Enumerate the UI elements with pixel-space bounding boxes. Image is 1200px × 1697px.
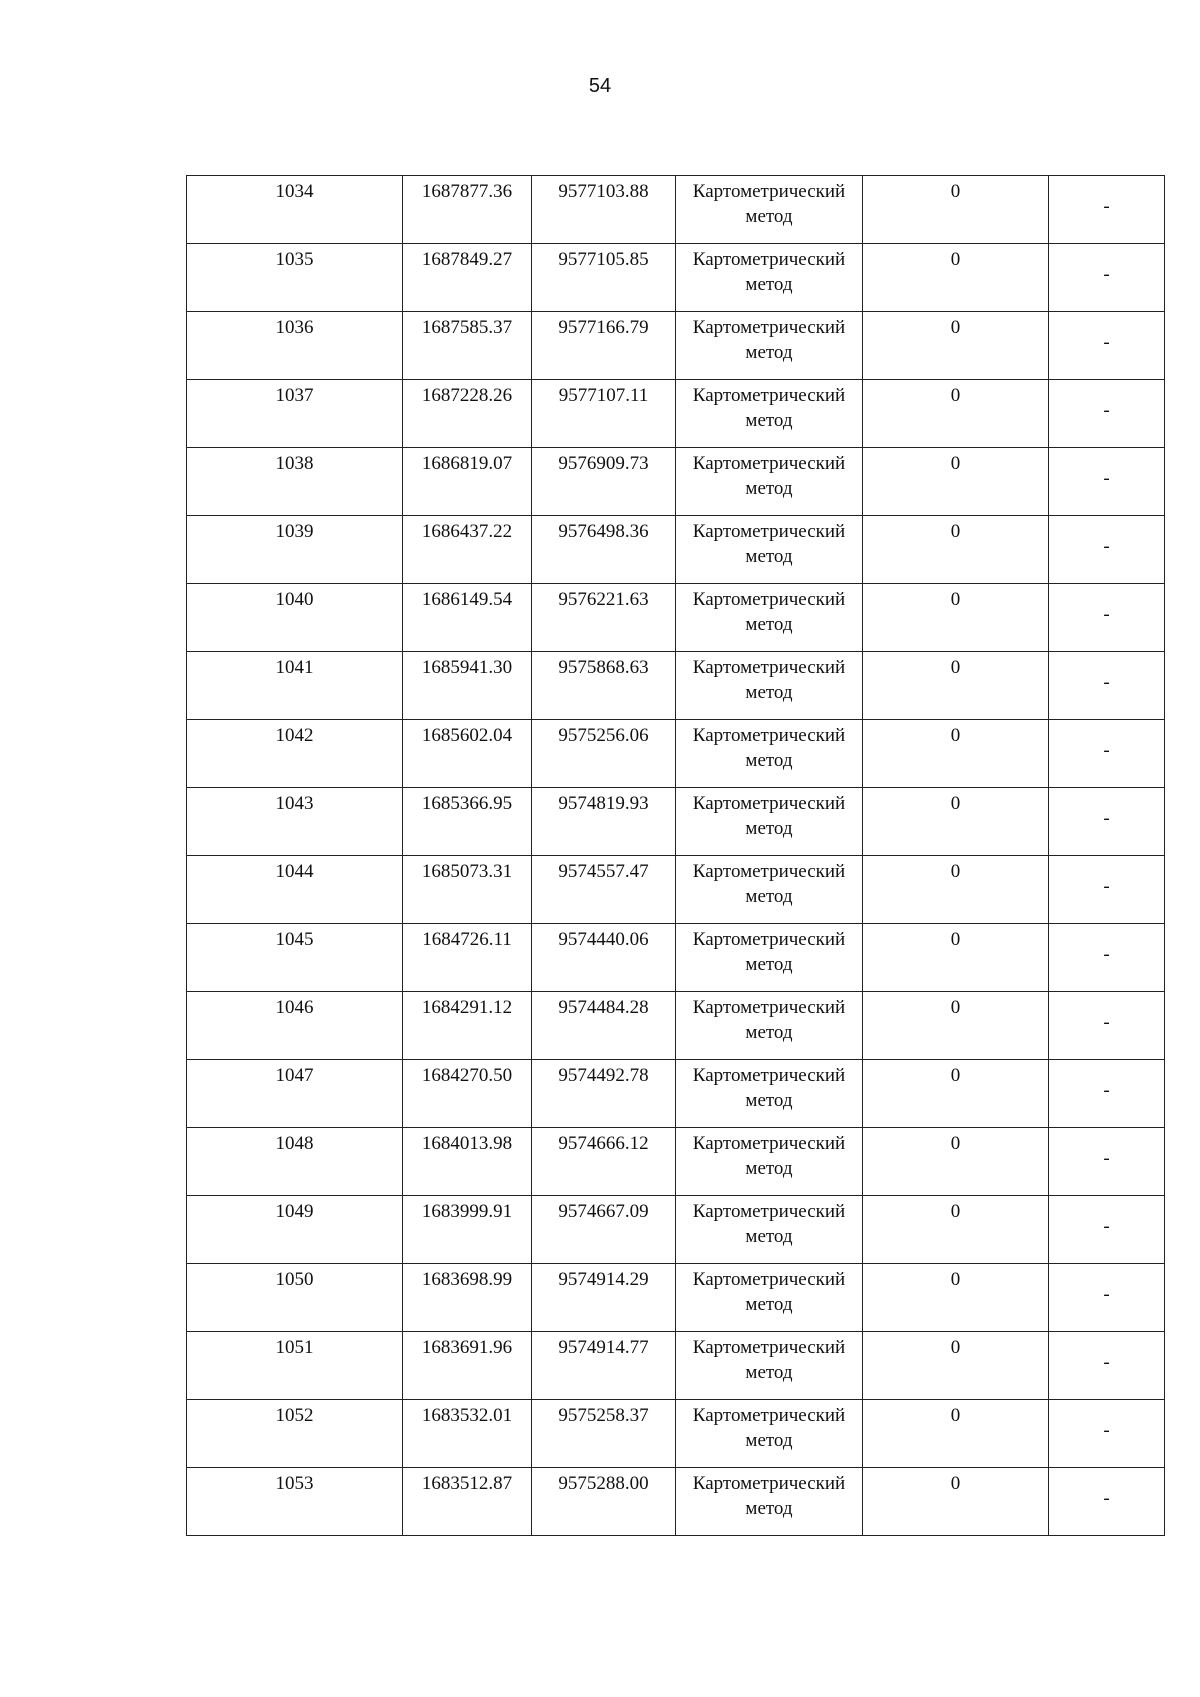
coordinate-y-cell bbox=[532, 1196, 676, 1264]
point-number: 1047 bbox=[275, 1065, 314, 1086]
table-row bbox=[187, 652, 1165, 720]
point-number: 1044 bbox=[275, 861, 314, 882]
description-cell bbox=[1049, 720, 1165, 788]
table-row bbox=[187, 1264, 1165, 1332]
table-row bbox=[187, 244, 1165, 312]
coordinate-y-cell bbox=[532, 1400, 676, 1468]
method: Картометрический метод bbox=[692, 657, 846, 703]
method: Картометрический метод bbox=[692, 1065, 846, 1111]
description-cell bbox=[1049, 312, 1165, 380]
error-value: 0 bbox=[950, 1405, 961, 1426]
point-number-cell bbox=[187, 584, 403, 652]
coordinate-y: 9574557.47 bbox=[558, 861, 649, 882]
description: - bbox=[1103, 468, 1110, 489]
coordinate-x-cell bbox=[403, 1196, 532, 1264]
coordinate-y-cell bbox=[532, 176, 676, 244]
method: Картометрический метод bbox=[692, 861, 846, 907]
description: - bbox=[1103, 672, 1110, 693]
coordinate-x: 1687228.26 bbox=[421, 385, 513, 406]
coordinate-y-cell bbox=[532, 652, 676, 720]
point-number-cell bbox=[187, 1196, 403, 1264]
table-row bbox=[187, 992, 1165, 1060]
method-cell bbox=[676, 1060, 863, 1128]
coordinate-y: 9577105.85 bbox=[558, 249, 649, 270]
method: Картометрический метод bbox=[692, 385, 846, 431]
table-row bbox=[187, 1060, 1165, 1128]
table-row bbox=[187, 584, 1165, 652]
coordinate-x: 1683512.87 bbox=[421, 1473, 513, 1494]
error-cell bbox=[863, 1332, 1049, 1400]
coordinate-y: 9574484.28 bbox=[558, 997, 649, 1018]
coordinate-y: 9577103.88 bbox=[558, 181, 649, 202]
description-cell bbox=[1049, 176, 1165, 244]
error-cell bbox=[863, 244, 1049, 312]
table-row bbox=[187, 1196, 1165, 1264]
table-row bbox=[187, 448, 1165, 516]
description-cell bbox=[1049, 1196, 1165, 1264]
method-cell bbox=[676, 720, 863, 788]
coordinate-x-cell bbox=[403, 244, 532, 312]
coordinate-x-cell bbox=[403, 380, 532, 448]
coordinate-x-cell bbox=[403, 1128, 532, 1196]
coordinate-x: 1683698.99 bbox=[421, 1269, 513, 1290]
coordinate-x: 1684013.98 bbox=[421, 1133, 513, 1154]
table-row bbox=[187, 720, 1165, 788]
description-cell bbox=[1049, 1128, 1165, 1196]
error-cell bbox=[863, 788, 1049, 856]
description: - bbox=[1103, 876, 1110, 897]
coordinate-x-cell bbox=[403, 516, 532, 584]
point-number: 1050 bbox=[275, 1269, 314, 1290]
method: Картометрический метод bbox=[692, 521, 846, 567]
coordinate-x: 1683999.91 bbox=[421, 1201, 513, 1222]
error-value: 0 bbox=[950, 453, 961, 474]
error-cell bbox=[863, 1060, 1049, 1128]
error-value: 0 bbox=[950, 385, 961, 406]
method-cell bbox=[676, 1264, 863, 1332]
error-cell bbox=[863, 584, 1049, 652]
description: - bbox=[1103, 196, 1110, 217]
coordinate-x-cell bbox=[403, 1400, 532, 1468]
method: Картометрический метод bbox=[692, 1269, 846, 1315]
coordinate-x: 1686437.22 bbox=[421, 521, 513, 542]
table-row bbox=[187, 380, 1165, 448]
coordinate-y: 9577107.11 bbox=[558, 385, 649, 406]
coordinate-x-cell bbox=[403, 584, 532, 652]
method-cell bbox=[676, 176, 863, 244]
error-cell bbox=[863, 312, 1049, 380]
description: - bbox=[1103, 1420, 1110, 1441]
coordinate-x: 1687877.36 bbox=[421, 181, 513, 202]
coordinate-y-cell bbox=[532, 380, 676, 448]
method-cell bbox=[676, 788, 863, 856]
coordinate-x: 1684270.50 bbox=[421, 1065, 513, 1086]
coordinate-y: 9574914.29 bbox=[558, 1269, 649, 1290]
point-number-cell bbox=[187, 448, 403, 516]
coordinate-x: 1687585.37 bbox=[421, 317, 513, 338]
coordinate-y: 9577166.79 bbox=[558, 317, 649, 338]
coordinate-y: 9575256.06 bbox=[558, 725, 649, 746]
description-cell bbox=[1049, 380, 1165, 448]
description: - bbox=[1103, 1148, 1110, 1169]
method-cell bbox=[676, 1400, 863, 1468]
point-number: 1045 bbox=[275, 929, 314, 950]
error-value: 0 bbox=[950, 181, 961, 202]
coordinate-y: 9574666.12 bbox=[558, 1133, 649, 1154]
point-number: 1034 bbox=[275, 181, 314, 202]
coordinate-x: 1684726.11 bbox=[422, 929, 512, 950]
method-cell bbox=[676, 924, 863, 992]
table-row bbox=[187, 516, 1165, 584]
coordinate-x: 1683532.01 bbox=[421, 1405, 513, 1426]
method-cell bbox=[676, 516, 863, 584]
table-row bbox=[187, 1468, 1165, 1536]
description-cell bbox=[1049, 652, 1165, 720]
point-number-cell bbox=[187, 1468, 403, 1536]
coordinate-y-cell bbox=[532, 1060, 676, 1128]
error-value: 0 bbox=[950, 929, 961, 950]
method-cell bbox=[676, 1468, 863, 1536]
error-value: 0 bbox=[950, 997, 961, 1018]
error-value: 0 bbox=[950, 657, 961, 678]
coordinate-y-cell bbox=[532, 992, 676, 1060]
coordinate-y: 9575258.37 bbox=[558, 1405, 649, 1426]
coordinate-y-cell bbox=[532, 312, 676, 380]
coordinate-x: 1684291.12 bbox=[421, 997, 513, 1018]
point-number: 1039 bbox=[275, 521, 314, 542]
description-cell bbox=[1049, 1060, 1165, 1128]
description: - bbox=[1103, 1012, 1110, 1033]
method-cell bbox=[676, 312, 863, 380]
error-cell bbox=[863, 720, 1049, 788]
description-cell bbox=[1049, 1332, 1165, 1400]
description-cell bbox=[1049, 856, 1165, 924]
error-cell bbox=[863, 1264, 1049, 1332]
point-number: 1038 bbox=[275, 453, 314, 474]
point-number-cell bbox=[187, 1332, 403, 1400]
error-cell bbox=[863, 924, 1049, 992]
coordinate-y: 9576909.73 bbox=[558, 453, 649, 474]
coordinate-x-cell bbox=[403, 448, 532, 516]
table-row bbox=[187, 1400, 1165, 1468]
method: Картометрический метод bbox=[692, 929, 846, 975]
method: Картометрический метод bbox=[692, 1473, 846, 1519]
coordinate-x-cell bbox=[403, 312, 532, 380]
table-row bbox=[187, 788, 1165, 856]
point-number-cell bbox=[187, 312, 403, 380]
method-cell bbox=[676, 1332, 863, 1400]
method: Картометрический метод bbox=[692, 181, 846, 227]
error-cell bbox=[863, 1128, 1049, 1196]
point-number: 1049 bbox=[275, 1201, 314, 1222]
point-number: 1053 bbox=[275, 1473, 314, 1494]
point-number: 1036 bbox=[275, 317, 314, 338]
error-cell bbox=[863, 380, 1049, 448]
point-number-cell bbox=[187, 1060, 403, 1128]
coordinate-y: 9574819.93 bbox=[558, 793, 649, 814]
coordinate-y-cell bbox=[532, 1128, 676, 1196]
coordinate-x: 1686819.07 bbox=[421, 453, 513, 474]
point-number: 1051 bbox=[275, 1337, 314, 1358]
coordinate-x: 1685073.31 bbox=[421, 861, 513, 882]
description-cell bbox=[1049, 584, 1165, 652]
description-cell bbox=[1049, 992, 1165, 1060]
description-cell bbox=[1049, 924, 1165, 992]
coordinate-x: 1685602.04 bbox=[421, 725, 513, 746]
method: Картометрический метод bbox=[692, 1201, 846, 1247]
coordinate-x: 1687849.27 bbox=[421, 249, 513, 270]
coordinate-x: 1685941.30 bbox=[421, 657, 513, 678]
coordinate-x-cell bbox=[403, 720, 532, 788]
description-cell bbox=[1049, 244, 1165, 312]
point-number-cell bbox=[187, 1128, 403, 1196]
error-value: 0 bbox=[950, 725, 961, 746]
coordinate-x-cell bbox=[403, 992, 532, 1060]
description: - bbox=[1103, 808, 1110, 829]
point-number: 1043 bbox=[275, 793, 314, 814]
point-number: 1048 bbox=[275, 1133, 314, 1154]
method: Картометрический метод bbox=[692, 997, 846, 1043]
method: Картометрический метод bbox=[692, 317, 846, 363]
method-cell bbox=[676, 652, 863, 720]
coordinate-y-cell bbox=[532, 1264, 676, 1332]
error-cell bbox=[863, 1196, 1049, 1264]
method-cell bbox=[676, 856, 863, 924]
table-row bbox=[187, 924, 1165, 992]
description-cell bbox=[1049, 788, 1165, 856]
coordinate-x-cell bbox=[403, 788, 532, 856]
description-cell bbox=[1049, 1264, 1165, 1332]
coordinate-y-cell bbox=[532, 448, 676, 516]
coordinate-x: 1686149.54 bbox=[421, 589, 513, 610]
description: - bbox=[1103, 1080, 1110, 1101]
coordinate-y-cell bbox=[532, 1332, 676, 1400]
coordinate-x-cell bbox=[403, 1264, 532, 1332]
description: - bbox=[1103, 536, 1110, 557]
error-value: 0 bbox=[950, 521, 961, 542]
description: - bbox=[1103, 1284, 1110, 1305]
method: Картометрический метод bbox=[692, 453, 846, 499]
coordinate-y: 9575288.00 bbox=[558, 1473, 649, 1494]
error-value: 0 bbox=[950, 589, 961, 610]
description: - bbox=[1103, 1216, 1110, 1237]
point-number: 1035 bbox=[275, 249, 314, 270]
point-number: 1052 bbox=[275, 1405, 314, 1426]
description: - bbox=[1103, 264, 1110, 285]
point-number-cell bbox=[187, 788, 403, 856]
coordinate-x-cell bbox=[403, 1332, 532, 1400]
page-number: 54 bbox=[588, 75, 612, 97]
coordinate-x: 1685366.95 bbox=[421, 793, 513, 814]
point-number-cell bbox=[187, 992, 403, 1060]
error-cell bbox=[863, 1400, 1049, 1468]
coordinate-y: 9575868.63 bbox=[558, 657, 649, 678]
table-row bbox=[187, 312, 1165, 380]
method: Картометрический метод bbox=[692, 793, 846, 839]
method: Картометрический метод bbox=[692, 725, 846, 771]
coordinate-y-cell bbox=[532, 924, 676, 992]
description-cell bbox=[1049, 516, 1165, 584]
table-row bbox=[187, 1128, 1165, 1196]
error-cell bbox=[863, 652, 1049, 720]
error-value: 0 bbox=[950, 1133, 961, 1154]
coordinate-x-cell bbox=[403, 1468, 532, 1536]
method-cell bbox=[676, 380, 863, 448]
description: - bbox=[1103, 1488, 1110, 1509]
description-cell bbox=[1049, 448, 1165, 516]
coordinate-y-cell bbox=[532, 856, 676, 924]
coordinate-y: 9576221.63 bbox=[558, 589, 649, 610]
error-value: 0 bbox=[950, 249, 961, 270]
error-cell bbox=[863, 1468, 1049, 1536]
error-cell bbox=[863, 448, 1049, 516]
error-cell bbox=[863, 856, 1049, 924]
point-number: 1046 bbox=[275, 997, 314, 1018]
error-value: 0 bbox=[950, 1269, 961, 1290]
table-row bbox=[187, 1332, 1165, 1400]
coordinate-x-cell bbox=[403, 1060, 532, 1128]
error-value: 0 bbox=[950, 793, 961, 814]
point-number-cell bbox=[187, 720, 403, 788]
point-number-cell bbox=[187, 244, 403, 312]
coordinate-y-cell bbox=[532, 788, 676, 856]
method-cell bbox=[676, 244, 863, 312]
coordinate-x-cell bbox=[403, 652, 532, 720]
coordinate-y: 9574440.06 bbox=[558, 929, 649, 950]
table-row bbox=[187, 176, 1165, 244]
coordinate-y: 9574492.78 bbox=[558, 1065, 649, 1086]
point-number-cell bbox=[187, 924, 403, 992]
coordinates-table bbox=[186, 175, 1165, 1536]
error-value: 0 bbox=[950, 1473, 961, 1494]
coordinate-y-cell bbox=[532, 720, 676, 788]
coordinates-table-body bbox=[187, 176, 1165, 1536]
description: - bbox=[1103, 944, 1110, 965]
coordinate-y: 9574914.77 bbox=[558, 1337, 649, 1358]
coordinate-y-cell bbox=[532, 584, 676, 652]
table-row bbox=[187, 856, 1165, 924]
point-number-cell bbox=[187, 856, 403, 924]
description: - bbox=[1103, 604, 1110, 625]
coordinate-y: 9576498.36 bbox=[558, 521, 649, 542]
method: Картометрический метод bbox=[692, 1405, 846, 1451]
method: Картометрический метод bbox=[692, 249, 846, 295]
method-cell bbox=[676, 448, 863, 516]
description: - bbox=[1103, 1352, 1110, 1373]
coordinate-y: 9574667.09 bbox=[558, 1201, 649, 1222]
description: - bbox=[1103, 332, 1110, 353]
method-cell bbox=[676, 1196, 863, 1264]
description: - bbox=[1103, 740, 1110, 761]
error-value: 0 bbox=[950, 1337, 961, 1358]
description-cell bbox=[1049, 1400, 1165, 1468]
error-cell bbox=[863, 176, 1049, 244]
error-cell bbox=[863, 516, 1049, 584]
method: Картометрический метод bbox=[692, 589, 846, 635]
point-number-cell bbox=[187, 516, 403, 584]
coordinate-y-cell bbox=[532, 1468, 676, 1536]
point-number-cell bbox=[187, 380, 403, 448]
description: - bbox=[1103, 400, 1110, 421]
point-number: 1040 bbox=[275, 589, 314, 610]
error-cell bbox=[863, 992, 1049, 1060]
point-number-cell bbox=[187, 1264, 403, 1332]
point-number: 1042 bbox=[275, 725, 314, 746]
error-value: 0 bbox=[950, 1065, 961, 1086]
error-value: 0 bbox=[950, 1201, 961, 1222]
method: Картометрический метод bbox=[692, 1133, 846, 1179]
error-value: 0 bbox=[950, 861, 961, 882]
point-number-cell bbox=[187, 176, 403, 244]
error-value: 0 bbox=[950, 317, 961, 338]
coordinate-x-cell bbox=[403, 856, 532, 924]
description-cell bbox=[1049, 1468, 1165, 1536]
method: Картометрический метод bbox=[692, 1337, 846, 1383]
coordinate-x: 1683691.96 bbox=[421, 1337, 513, 1358]
point-number-cell bbox=[187, 1400, 403, 1468]
point-number: 1037 bbox=[275, 385, 314, 406]
coordinate-x-cell bbox=[403, 176, 532, 244]
method-cell bbox=[676, 992, 863, 1060]
point-number: 1041 bbox=[275, 657, 314, 678]
coordinate-x-cell bbox=[403, 924, 532, 992]
point-number-cell bbox=[187, 652, 403, 720]
coordinate-y-cell bbox=[532, 516, 676, 584]
method-cell bbox=[676, 584, 863, 652]
coordinate-y-cell bbox=[532, 244, 676, 312]
method-cell bbox=[676, 1128, 863, 1196]
